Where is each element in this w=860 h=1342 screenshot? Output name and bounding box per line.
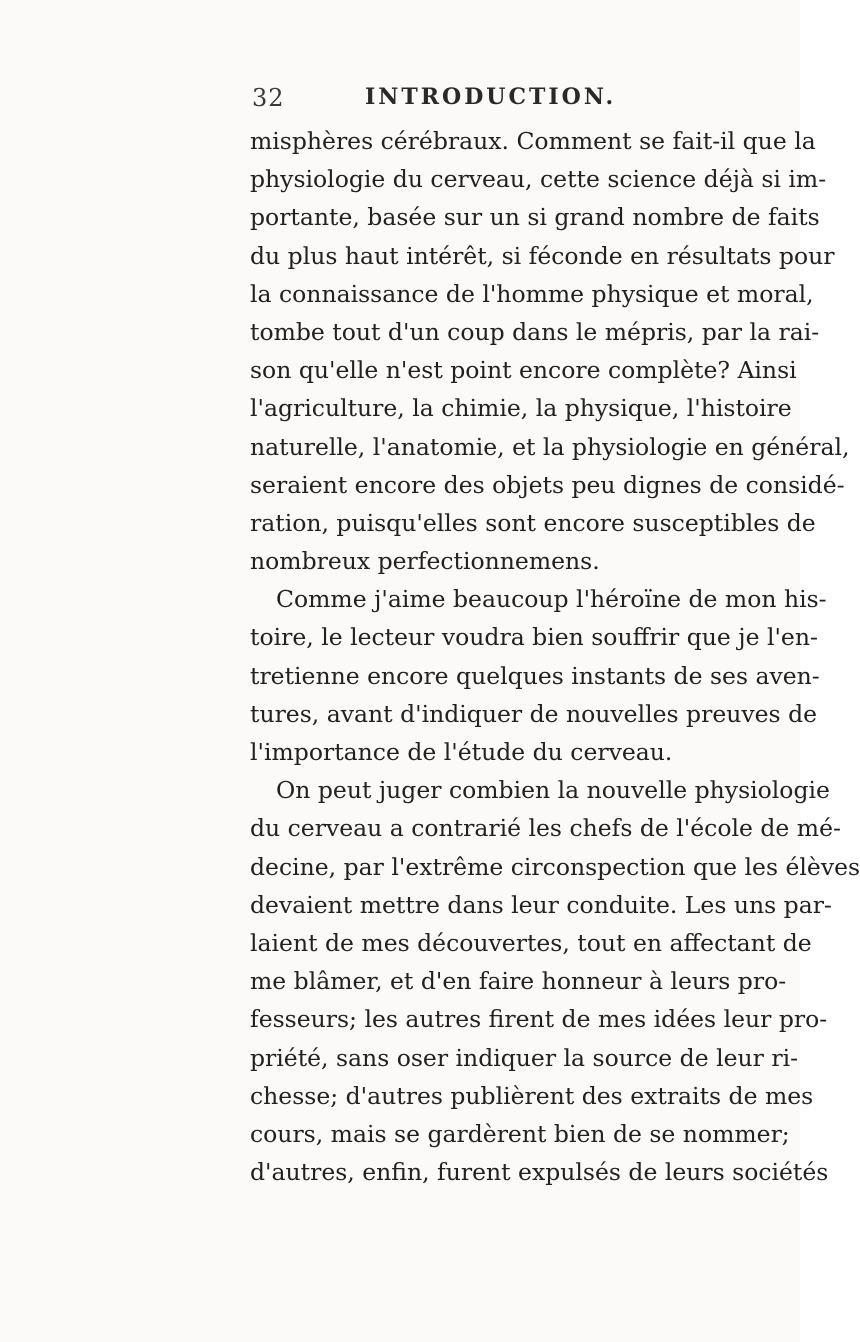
text-line: laient de mes découvertes, tout en affectant de [250, 928, 812, 957]
text-line: seraient encore des objets peu dignes de considé- [250, 470, 845, 499]
text-line: naturelle, l'anatomie, et la physiologie en général, [250, 432, 850, 461]
text-line: tures, avant d'indiquer de nouvelles preuves de [250, 699, 818, 728]
text-line: tretienne encore quelques instants de ses aven- [250, 661, 820, 690]
text-line: On peut juger combien la nouvelle physiologie [276, 776, 830, 805]
page-number: 32 [252, 84, 285, 112]
text-line: son qu'elle n'est point encore complète? Ainsi [250, 356, 797, 385]
running-title: INTRODUCTION. [365, 84, 617, 110]
text-line: misphères cérébraux. Comment se fait-il que la [250, 127, 816, 155]
body-text [250, 122, 860, 1191]
text-line: ration, puisqu'elles sont encore susceptibles de [250, 508, 816, 537]
text-line: portante, basée sur un si grand nombre de faits [250, 203, 820, 232]
text-line: priété, sans oser indiquer la source de leur ri- [250, 1043, 799, 1072]
text-line: nombreux perfectionnemens. [250, 547, 600, 576]
text-line: toire, le lecteur voudra bien souffrir que je l'en- [250, 623, 818, 652]
text-line: devaient mettre dans leur conduite. Les uns par- [250, 890, 832, 919]
text-line: l'agriculture, la chimie, la physique, l'histoire [250, 394, 792, 423]
text-line: cours, mais se gardèrent bien de se nommer; [250, 1119, 790, 1148]
text-line: du plus haut intérêt, si féconde en résultats pour [250, 241, 835, 270]
text-line: me blâmer, et d'en faire honneur à leurs pro- [250, 967, 787, 996]
text-line: d'autres, enfin, furent expulsés de leurs sociétés [250, 1158, 829, 1187]
text-line: du cerveau a contrarié les chefs de l'école de mé- [250, 814, 841, 843]
text-line: l'importance de l'étude du cerveau. [250, 738, 673, 766]
text-line: decine, par l'extrême circonspection que les élèves [250, 852, 860, 881]
text-line: physiologie du cerveau, cette science déjà si im- [250, 165, 827, 194]
text-line: la connaissance de l'homme physique et moral, [250, 279, 814, 308]
running-head [252, 84, 772, 114]
text-line: Comme j'aime beaucoup l'héroïne de mon his- [276, 585, 827, 614]
text-line: fesseurs; les autres firent de mes idées leur pro- [250, 1005, 828, 1034]
text-line: chesse; d'autres publièrent des extraits de mes [250, 1081, 814, 1110]
text-line: tombe tout d'un coup dans le mépris, par la rai- [250, 317, 820, 346]
